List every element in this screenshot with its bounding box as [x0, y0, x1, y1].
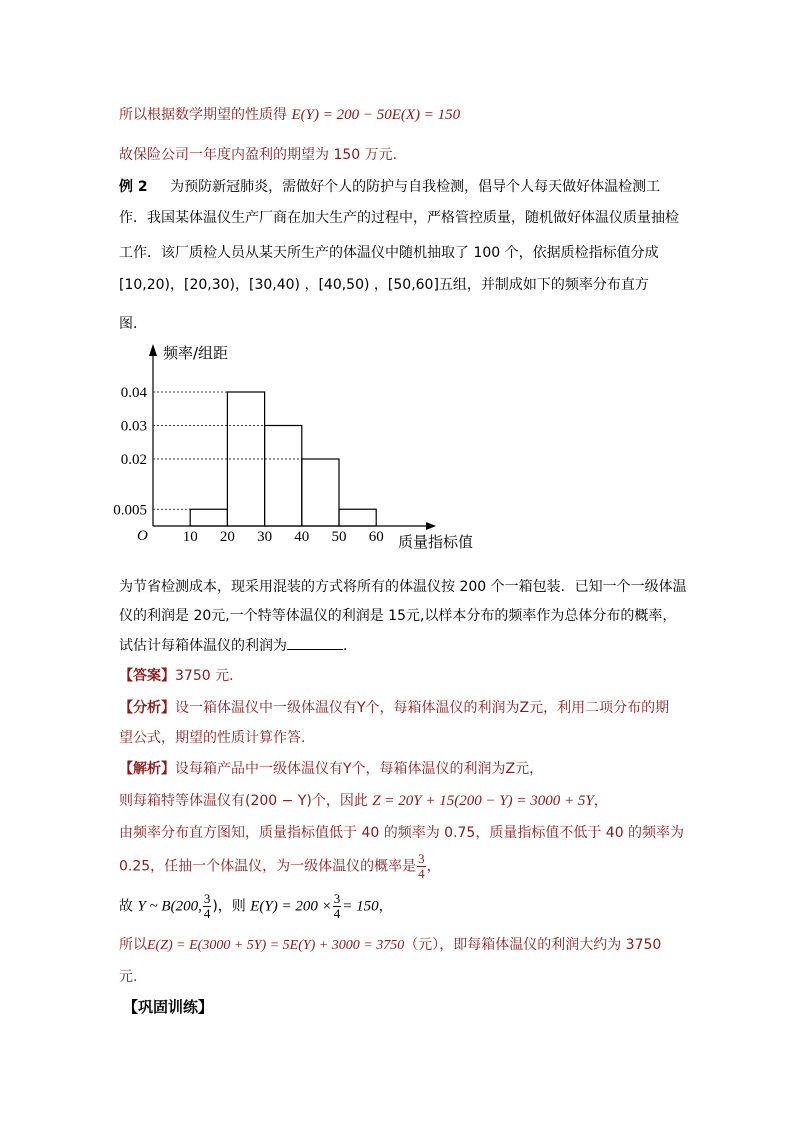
text-line-1: [119, 104, 460, 124]
y-tick-label-1: 0.02: [120, 452, 147, 468]
analysis-text-1: 设一箱体温仪中一级体温仪有Y个，每箱体温仪的利润为Z元，利用二项分布的期: [175, 700, 670, 716]
section-heading: 【巩固训练】: [123, 998, 214, 1016]
solution-text-5a: 故: [119, 898, 133, 915]
solution-formula-6: E(Z) = E(3000 + 5Y) = 5E(Y) + 3000 = 3750: [147, 938, 405, 953]
y-tick-label-3: 0.04: [120, 385, 147, 401]
line-1-formula: E(Y) = 200 − 50E(X) = 150: [291, 107, 461, 123]
problem-line-4: [10,20)，[20,30)，[30,40) ，[40,50) ，[50,60]五组，并制成如下的频率分布直方: [119, 277, 649, 293]
solution-text-6a: 所以: [119, 937, 147, 953]
solution-text-1: 设每箱产品中一级体温仪有Y个，每箱体温仪的利润为Z元，: [175, 761, 544, 777]
analysis-tag: 【分析】: [119, 700, 175, 716]
frequency-histogram: [110, 338, 490, 558]
problem-line-1: 为预防新冠肺炎，需做好个人的防护与自我检测，倡导个人每天做好体温检测工: [170, 179, 661, 195]
solution-tag: 【解析】: [119, 761, 175, 777]
answer-line: [119, 665, 234, 685]
solution-line-1: [119, 758, 543, 778]
x-axis-arrow: [426, 522, 436, 530]
x-axis-label: 质量指标值: [398, 533, 474, 551]
solution-text-2c: ，: [593, 793, 608, 809]
y-axis-label: 频率/组距: [163, 344, 229, 362]
fraction-three-quarters-2: $\frac{3}{4}$: [203, 891, 211, 921]
x-tick-label-0: 10: [182, 529, 198, 545]
solution-text-4a: 0.25，任抽一个体温仪，为一级体温仪的概率是: [119, 858, 417, 875]
solution-line-6: [119, 934, 661, 954]
fraction-three-quarters-3: $\frac{3}{4}$: [333, 891, 341, 921]
solution-text-4b: ，: [426, 858, 441, 875]
problem-line-2: 作．我国某体温仪生产厂商在加大生产的过程中，严格管控质量，随机做好体温仪质量抽检: [119, 210, 679, 226]
line-1-text: 所以根据数学期望的性质得: [119, 107, 287, 123]
text-line-2: 故保险公司一年度内盈利的期望为 150 万元.: [119, 147, 398, 163]
x-tick-label-5: 60: [368, 529, 384, 545]
fraction-three-quarters: $\frac{3}{4}$: [418, 851, 425, 881]
x-tick-label-4: 50: [331, 529, 347, 545]
question-line-3-text: 试估计每箱体温仪的利润为: [119, 638, 287, 654]
problem-line-3: 工作．该厂质检人员从某天所生产的体温仪中随机抽取了 100 个，依据质检指标值分成: [119, 245, 659, 261]
example-label: 例 2: [119, 179, 148, 195]
x-tick-label-1: 20: [219, 529, 235, 545]
solution-line-3: 由频率分布直方图知，质量指标值低于 40 的频率为 0.75，质量指标值不低于 40 的频率为: [119, 825, 685, 841]
origin-label: O: [137, 528, 148, 544]
x-tick-label-3: 40: [294, 529, 310, 545]
problem-line-5: 图．: [119, 316, 147, 332]
histogram-bar-0: [190, 509, 227, 526]
solution-formula-2: Z = 20Y + 15(200 − Y) = 3000 + 5Y: [372, 793, 594, 809]
solution-formula-5e: = 150: [342, 898, 379, 915]
question-line-2: 仪的利润是 20元,一个特等体温仪的利润是 15元,以样本分布的频率作为总体分布的概率，: [119, 608, 677, 624]
answer-blank: [287, 637, 343, 650]
question-line-3: [119, 635, 347, 655]
solution-line-4: [119, 852, 441, 881]
question-line-1: 为节省检测成本，现采用混装的方式将所有的体温仪按 200 个一箱包装．已知一个一级体温: [119, 579, 687, 595]
analysis-line-1: [119, 697, 669, 717]
analysis-line-2: 望公式，期望的性质计算作答.: [119, 730, 306, 746]
y-tick-label-2: 0.03: [120, 418, 147, 435]
solution-line-2: [119, 790, 608, 810]
question-line-3-end: .: [343, 638, 348, 654]
solution-text-5c: )，则: [212, 898, 246, 915]
solution-text-6c: （元），即每箱体温仪的利润大约为 3750: [404, 937, 662, 953]
histogram-bar-4: [339, 509, 376, 526]
solution-text-5f: ，: [378, 898, 393, 915]
solution-formula-5b: Y ~ B(200,: [137, 898, 202, 915]
answer-tag: 【答案】: [119, 668, 175, 684]
solution-text-2a: 则每箱特等体温仪有(200 − Y)个，因此: [119, 793, 368, 809]
solution-line-5: [119, 892, 393, 921]
y-tick-label-0: 0.005: [113, 502, 147, 519]
y-axis-arrow: [149, 344, 157, 356]
answer-text: 3750 元.: [175, 668, 234, 684]
solution-formula-5d: E(Y) = 200 ×: [250, 898, 332, 915]
histogram-bar-3: [302, 459, 339, 526]
solution-line-7: 元.: [119, 969, 138, 985]
histogram-bar-2: [265, 426, 302, 527]
x-tick-label-2: 30: [257, 529, 273, 545]
example-2-line-1: [119, 176, 660, 196]
